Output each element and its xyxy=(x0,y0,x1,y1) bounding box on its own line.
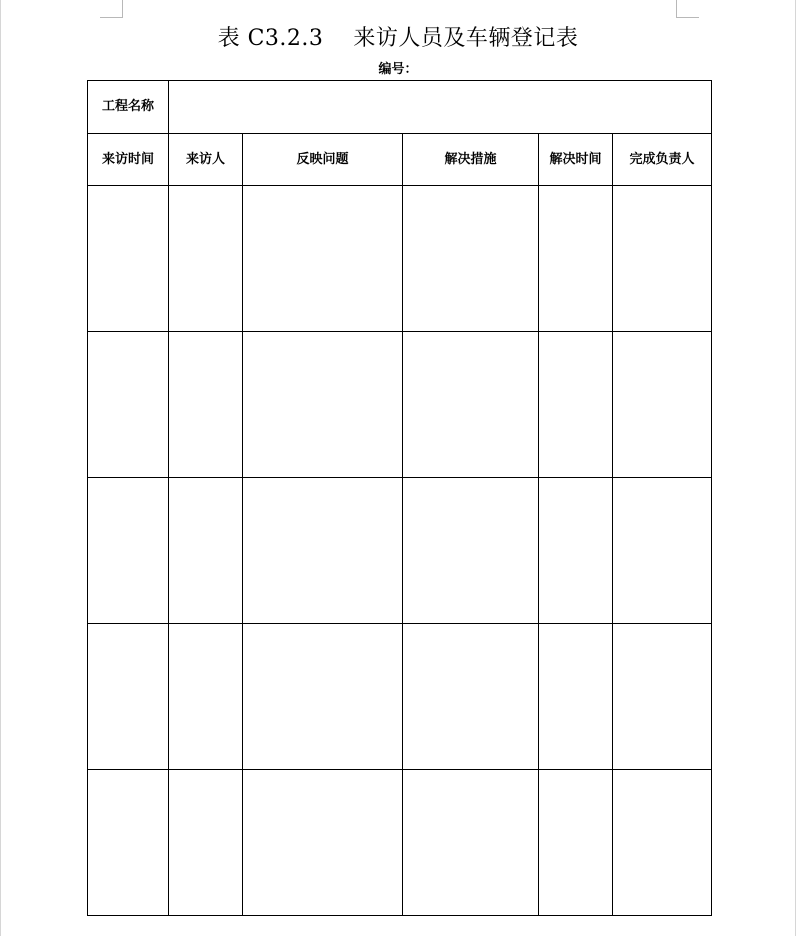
table-cell[interactable] xyxy=(613,478,712,624)
table-row xyxy=(88,770,712,916)
table-cell[interactable] xyxy=(243,332,403,478)
table-cell[interactable] xyxy=(403,624,539,770)
table-cell[interactable] xyxy=(243,186,403,332)
table-cell[interactable] xyxy=(539,624,613,770)
column-header-issue: 反映问题 xyxy=(243,134,403,186)
table-cell[interactable] xyxy=(539,186,613,332)
table-row xyxy=(88,478,712,624)
column-header-responsible: 完成负责人 xyxy=(613,134,712,186)
table-cell[interactable] xyxy=(169,478,243,624)
project-name-cell[interactable] xyxy=(169,81,712,134)
table-cell[interactable] xyxy=(403,332,539,478)
table-cell[interactable] xyxy=(88,770,169,916)
table-cell[interactable] xyxy=(88,186,169,332)
table-cell[interactable] xyxy=(169,186,243,332)
column-header-visit-time: 来访时间 xyxy=(88,134,169,186)
table-cell[interactable] xyxy=(88,332,169,478)
table-cell[interactable] xyxy=(403,186,539,332)
table-cell[interactable] xyxy=(539,770,613,916)
table-row xyxy=(88,332,712,478)
table-cell[interactable] xyxy=(539,332,613,478)
column-header-solution: 解决措施 xyxy=(403,134,539,186)
page-left-edge xyxy=(0,0,1,936)
table-cell[interactable] xyxy=(88,624,169,770)
table-header-row xyxy=(88,134,712,186)
serial-number-label[interactable]: 编号： xyxy=(378,62,418,77)
table-cell[interactable] xyxy=(88,478,169,624)
column-header-resolve-time: 解决时间 xyxy=(539,134,613,186)
table-cell[interactable] xyxy=(613,770,712,916)
crop-mark-top-left xyxy=(100,0,123,18)
crop-mark-top-right xyxy=(676,0,699,18)
document-title[interactable]: 表 C3.2.3 来访人员及车辆登记表 xyxy=(217,26,579,51)
column-header-visitor: 来访人 xyxy=(169,134,243,186)
project-name-row xyxy=(88,81,712,134)
table-cell[interactable] xyxy=(403,770,539,916)
project-name-label: 工程名称 xyxy=(88,81,169,134)
table-row xyxy=(88,624,712,770)
visitor-registration-table xyxy=(87,80,712,916)
table-cell[interactable] xyxy=(243,624,403,770)
table-cell[interactable] xyxy=(243,770,403,916)
table-row xyxy=(88,186,712,332)
table-cell[interactable] xyxy=(169,770,243,916)
table-cell[interactable] xyxy=(403,478,539,624)
table-cell[interactable] xyxy=(169,332,243,478)
table-cell[interactable] xyxy=(169,624,243,770)
table-cell[interactable] xyxy=(613,332,712,478)
table-cell[interactable] xyxy=(613,186,712,332)
table-cell[interactable] xyxy=(539,478,613,624)
table-cell[interactable] xyxy=(613,624,712,770)
table-cell[interactable] xyxy=(243,478,403,624)
